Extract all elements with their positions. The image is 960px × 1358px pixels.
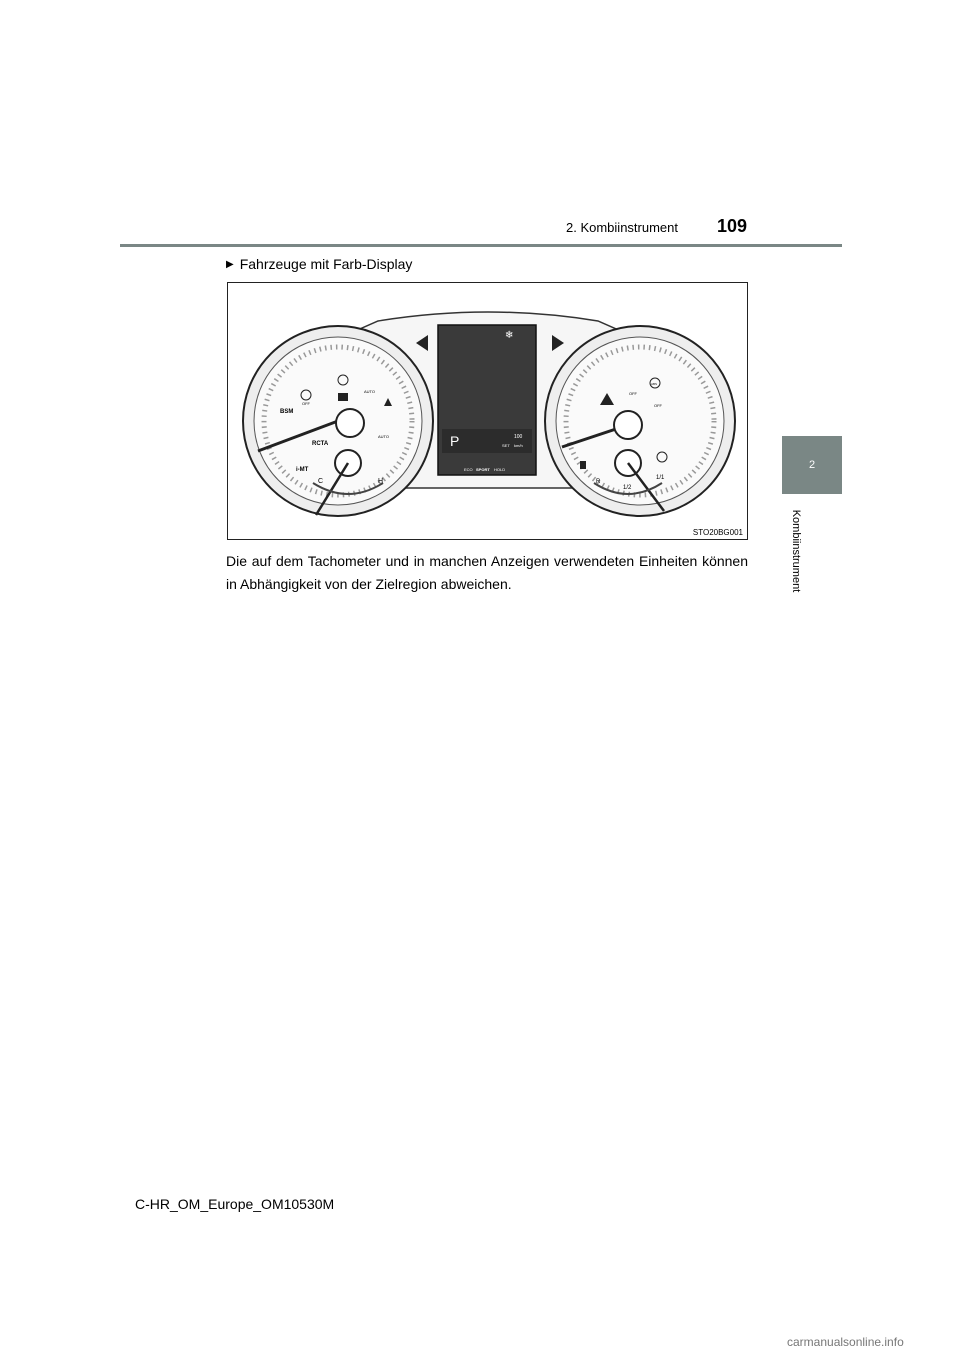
body-paragraph: Die auf dem Tachometer und in manchen Anzeigen verwendeten Einheiten können in Abhängigkeit von der Zielregion abweichen. — [226, 553, 748, 592]
page-number: 109 — [717, 216, 748, 236]
tachometer-hub — [336, 409, 364, 437]
cluster-illustration — [228, 283, 747, 539]
off-label-right-2: OFF — [654, 403, 662, 408]
headlight-icon — [338, 393, 348, 401]
chapter-tab — [782, 436, 842, 494]
speed-unit: km/h — [514, 443, 523, 448]
section-title: 2. Kombiinstrument — [566, 220, 678, 235]
auto-label-2: AUTO — [378, 434, 390, 439]
watermark: carmanualsonline.info — [787, 1335, 904, 1349]
triangle-bullet-icon: ▶ — [226, 258, 234, 270]
bsm-label: BSM — [280, 409, 294, 415]
speedometer-hub — [614, 411, 642, 439]
cold-label: C — [318, 478, 324, 485]
fuel-half-label: 1/2 — [623, 485, 632, 491]
rcta-label: RCTA — [312, 441, 329, 447]
sport-indicator: SPORT — [476, 467, 490, 472]
fuel-full-label: 1/1 — [656, 475, 665, 481]
instrument-cluster-figure — [227, 282, 748, 540]
off-label-right-1: OFF — [629, 391, 637, 396]
chapter-number: 2 — [808, 459, 816, 471]
hold-indicator: HOLD — [494, 467, 506, 472]
header-divider — [120, 244, 842, 247]
bullet-text: Fahrzeuge mit Farb-Display — [239, 256, 413, 272]
gear-indicator: P — [450, 433, 460, 449]
bullet-heading — [226, 256, 412, 272]
document-footer: C-HR_OM_Europe_OM10530M — [135, 1196, 335, 1212]
auto-label-1: AUTO — [364, 389, 376, 394]
off-label-left: OFF — [302, 401, 310, 406]
set-label: SET — [502, 443, 510, 448]
imt-label: i-MT — [296, 467, 309, 473]
figure-code: STO20BG001 — [692, 528, 743, 537]
fuel-icon — [580, 461, 586, 469]
hot-label: H — [378, 478, 384, 485]
abs-label: ABS — [651, 382, 658, 386]
eco-indicator: ECO — [464, 467, 473, 472]
snowflake-icon: ❄ — [505, 330, 514, 341]
chapter-tab-label: Kombiinstrument — [790, 509, 802, 593]
set-speed-value: 100 — [514, 434, 523, 440]
fuel-reserve-label: R — [596, 479, 601, 485]
